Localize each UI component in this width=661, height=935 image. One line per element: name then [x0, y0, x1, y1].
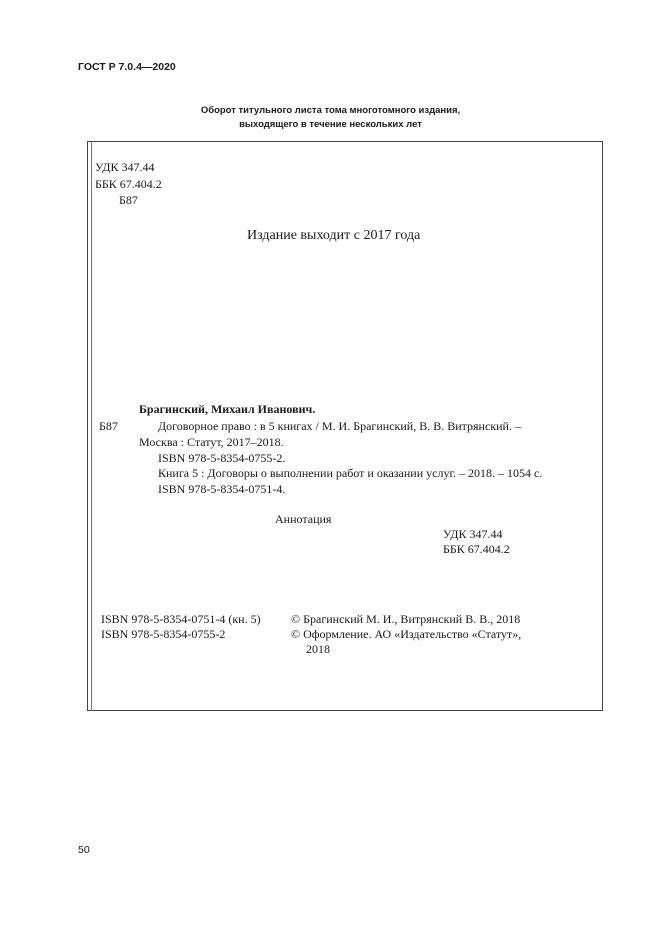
page-number: 50 — [78, 844, 90, 856]
bbk-code: ББК 67.404.2 — [95, 177, 162, 191]
annotation-label: Аннотация — [275, 512, 332, 526]
isbn-set: ISBN 978-5-8354-0755-2 — [101, 627, 226, 641]
frame-inner-line — [91, 141, 92, 711]
author-sign: Б87 — [119, 193, 138, 207]
isbn-volume: ISBN 978-5-8354-0751-4 (кн. 5) — [101, 612, 261, 626]
udk-code-bottom: УДК 347.44 — [443, 527, 503, 541]
entry-isbn-book: ISBN 978-5-8354-0751-4. — [158, 482, 286, 496]
caption-line-2: выходящего в течение нескольких лет — [239, 119, 422, 130]
caption-line-1: Оборот титульного листа тома многотомного издания, — [200, 105, 461, 116]
udk-code: УДК 347.44 — [95, 160, 155, 174]
copyright-design-year: 2018 — [306, 642, 330, 656]
copyright-authors: © Брагинский М. И., Витрянский В. В., 2018 — [291, 612, 521, 626]
entry-sign: Б87 — [99, 419, 118, 433]
entry-isbn-set: ISBN 978-5-8354-0755-2. — [158, 451, 286, 465]
entry-book-line: Книга 5 : Договоры о выполнении работ и оказании услуг. – 2018. – 1054 с. — [158, 466, 543, 480]
entry-title-line: Договорное право : в 5 книгах / М. И. Брагинский, В. В. Витрянский. – — [158, 419, 521, 433]
publication-note: Издание выходит с 2017 года — [247, 228, 421, 243]
bbk-code-bottom: ББК 67.404.2 — [443, 542, 510, 556]
figure-caption — [0, 104, 661, 132]
standard-header: ГОСТ Р 7.0.4—2020 — [78, 61, 176, 73]
entry-publication-line: Москва : Статут, 2017–2018. — [139, 435, 284, 449]
entry-author: Брагинский, Михаил Иванович. — [139, 402, 316, 416]
copyright-design: © Оформление. АО «Издательство «Статут», — [291, 627, 522, 641]
